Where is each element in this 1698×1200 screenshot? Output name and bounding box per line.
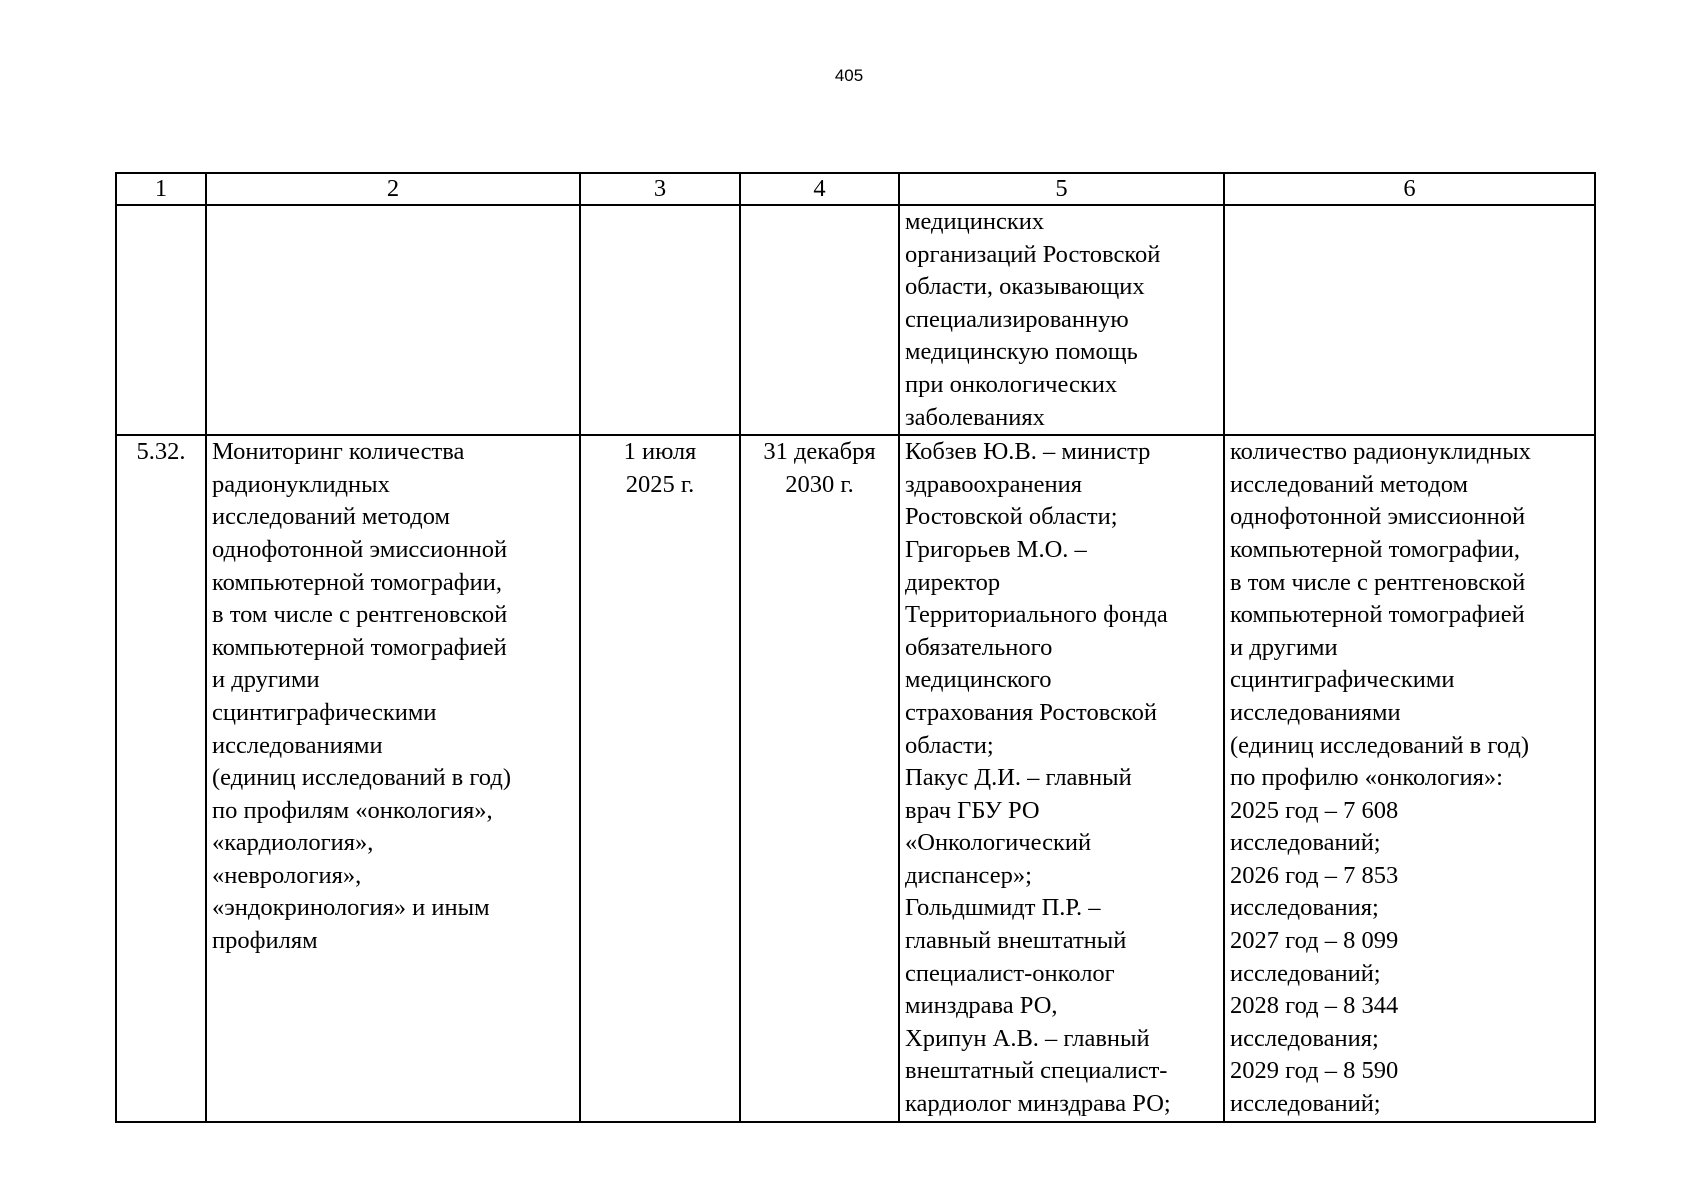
header-col-6: 6 <box>1224 173 1595 205</box>
text-line: исследованиями <box>212 731 383 759</box>
text-line: в том числе с рентгеновской <box>212 601 508 629</box>
header-col-1: 1 <box>116 173 206 205</box>
text-line: 2030 г. <box>785 470 854 498</box>
text-line: и другими <box>212 666 320 694</box>
text-line: страхования Ростовской <box>905 698 1158 726</box>
text-line: Хрипун А.В. – главный <box>905 1024 1150 1052</box>
text-line: (единиц исследований в год) <box>1230 731 1529 759</box>
plan-table <box>115 172 1596 1123</box>
text-line: в том числе с рентгеновской <box>1230 568 1526 596</box>
text-line: сцинтиграфическими <box>1230 666 1455 694</box>
text-line: исследований методом <box>1230 470 1468 498</box>
text-line: исследований; <box>1230 1090 1381 1118</box>
text-line: «эндокринология» и иным <box>212 894 490 922</box>
text-line: однофотонной эмиссионной <box>1230 503 1526 531</box>
text-line: области; <box>905 731 994 759</box>
text-line: врач ГБУ РО <box>905 796 1040 824</box>
expected-result <box>1224 435 1595 1121</box>
text-line: организаций Ростовской <box>905 240 1161 268</box>
cont-cell-3 <box>580 205 740 435</box>
text-line: при онкологических <box>905 370 1118 398</box>
text-line: специализированную <box>905 305 1129 333</box>
cont-cell-responsible <box>899 205 1224 435</box>
header-col-4: 4 <box>740 173 899 205</box>
text-line: Ростовской области; <box>905 503 1118 531</box>
text-line: Гольдшмидт П.Р. – <box>905 894 1101 922</box>
text-line: 2026 год – 7 853 <box>1230 861 1399 889</box>
text-line: кардиолог минздрава РО; <box>905 1090 1171 1118</box>
end-date <box>740 435 899 1121</box>
text-line: медицинскую помощь <box>905 338 1138 366</box>
text-line: здравоохранения <box>905 470 1082 498</box>
table-row-continuation <box>116 205 1595 435</box>
text-line: «неврология», <box>212 861 362 889</box>
text-line: исследований; <box>1230 829 1381 857</box>
header-col-2: 2 <box>206 173 580 205</box>
text-line: и другими <box>1230 633 1338 661</box>
text-line: количество радионуклидных <box>1230 438 1531 466</box>
cont-cell-2 <box>206 205 580 435</box>
text-line: 1 июля <box>623 438 697 466</box>
responsible-persons <box>899 435 1224 1121</box>
text-line: Территориального фонда <box>905 601 1168 629</box>
text-line: радионуклидных <box>212 470 390 498</box>
text-line: профилям <box>212 927 318 955</box>
text-line: 2028 год – 8 344 <box>1230 992 1399 1020</box>
text-line: медицинского <box>905 666 1052 694</box>
text-line: компьютерной томографией <box>1230 601 1525 629</box>
header-col-3: 3 <box>580 173 740 205</box>
text-line: 31 декабря <box>763 438 876 466</box>
text-line: исследования; <box>1230 1024 1379 1052</box>
text-line: диспансер»; <box>905 861 1032 889</box>
text-line: 2025 год – 7 608 <box>1230 796 1399 824</box>
text-line: медицинских <box>905 208 1045 235</box>
text-line: исследования; <box>1230 894 1379 922</box>
cont-cell-1 <box>116 205 206 435</box>
table-row-5-32 <box>116 435 1595 1121</box>
row-number: 5.32. <box>116 435 206 1121</box>
activity-description <box>206 435 580 1121</box>
text-line: внештатный специалист- <box>905 1057 1168 1085</box>
text-line: специалист-онколог <box>905 959 1115 987</box>
text-line: Григорьев М.О. – <box>905 535 1087 563</box>
text-line: 2025 г. <box>625 470 695 498</box>
text-line: «кардиология», <box>212 829 374 857</box>
text-line: исследованиями <box>1230 698 1401 726</box>
start-date <box>580 435 740 1121</box>
text-line: исследований; <box>1230 959 1381 987</box>
text-line: компьютерной томографии, <box>1230 535 1520 563</box>
text-line: минздрава РО, <box>905 992 1058 1020</box>
text-line: (единиц исследований в год) <box>212 764 511 792</box>
text-line: 2029 год – 8 590 <box>1230 1057 1399 1085</box>
text-line: Кобзев Ю.В. – министр <box>905 438 1151 466</box>
text-line: главный внештатный <box>905 927 1127 955</box>
text-line: компьютерной томографии, <box>212 568 502 596</box>
cont-cell-4 <box>740 205 899 435</box>
text-line: однофотонной эмиссионной <box>212 535 508 563</box>
text-line: Мониторинг количества <box>212 438 465 466</box>
text-line: сцинтиграфическими <box>212 698 437 726</box>
text-line: 2027 год – 8 099 <box>1230 927 1399 955</box>
header-col-5: 5 <box>899 173 1224 205</box>
page-number: 405 <box>834 66 864 85</box>
table-header-row <box>116 173 1595 205</box>
text-line: обязательного <box>905 633 1053 661</box>
text-line: области, оказывающих <box>905 273 1145 301</box>
text-line: по профилям «онкология», <box>212 796 493 824</box>
text-line: компьютерной томографией <box>212 633 507 661</box>
text-line: по профилю «онкология»: <box>1230 764 1503 792</box>
cont-cell-6 <box>1224 205 1595 435</box>
text-line: директор <box>905 568 1001 596</box>
text-line: «Онкологический <box>905 829 1092 857</box>
text-line: заболеваниях <box>905 403 1045 431</box>
text-line: Пакус Д.И. – главный <box>905 764 1132 792</box>
text-line: исследований методом <box>212 503 450 531</box>
